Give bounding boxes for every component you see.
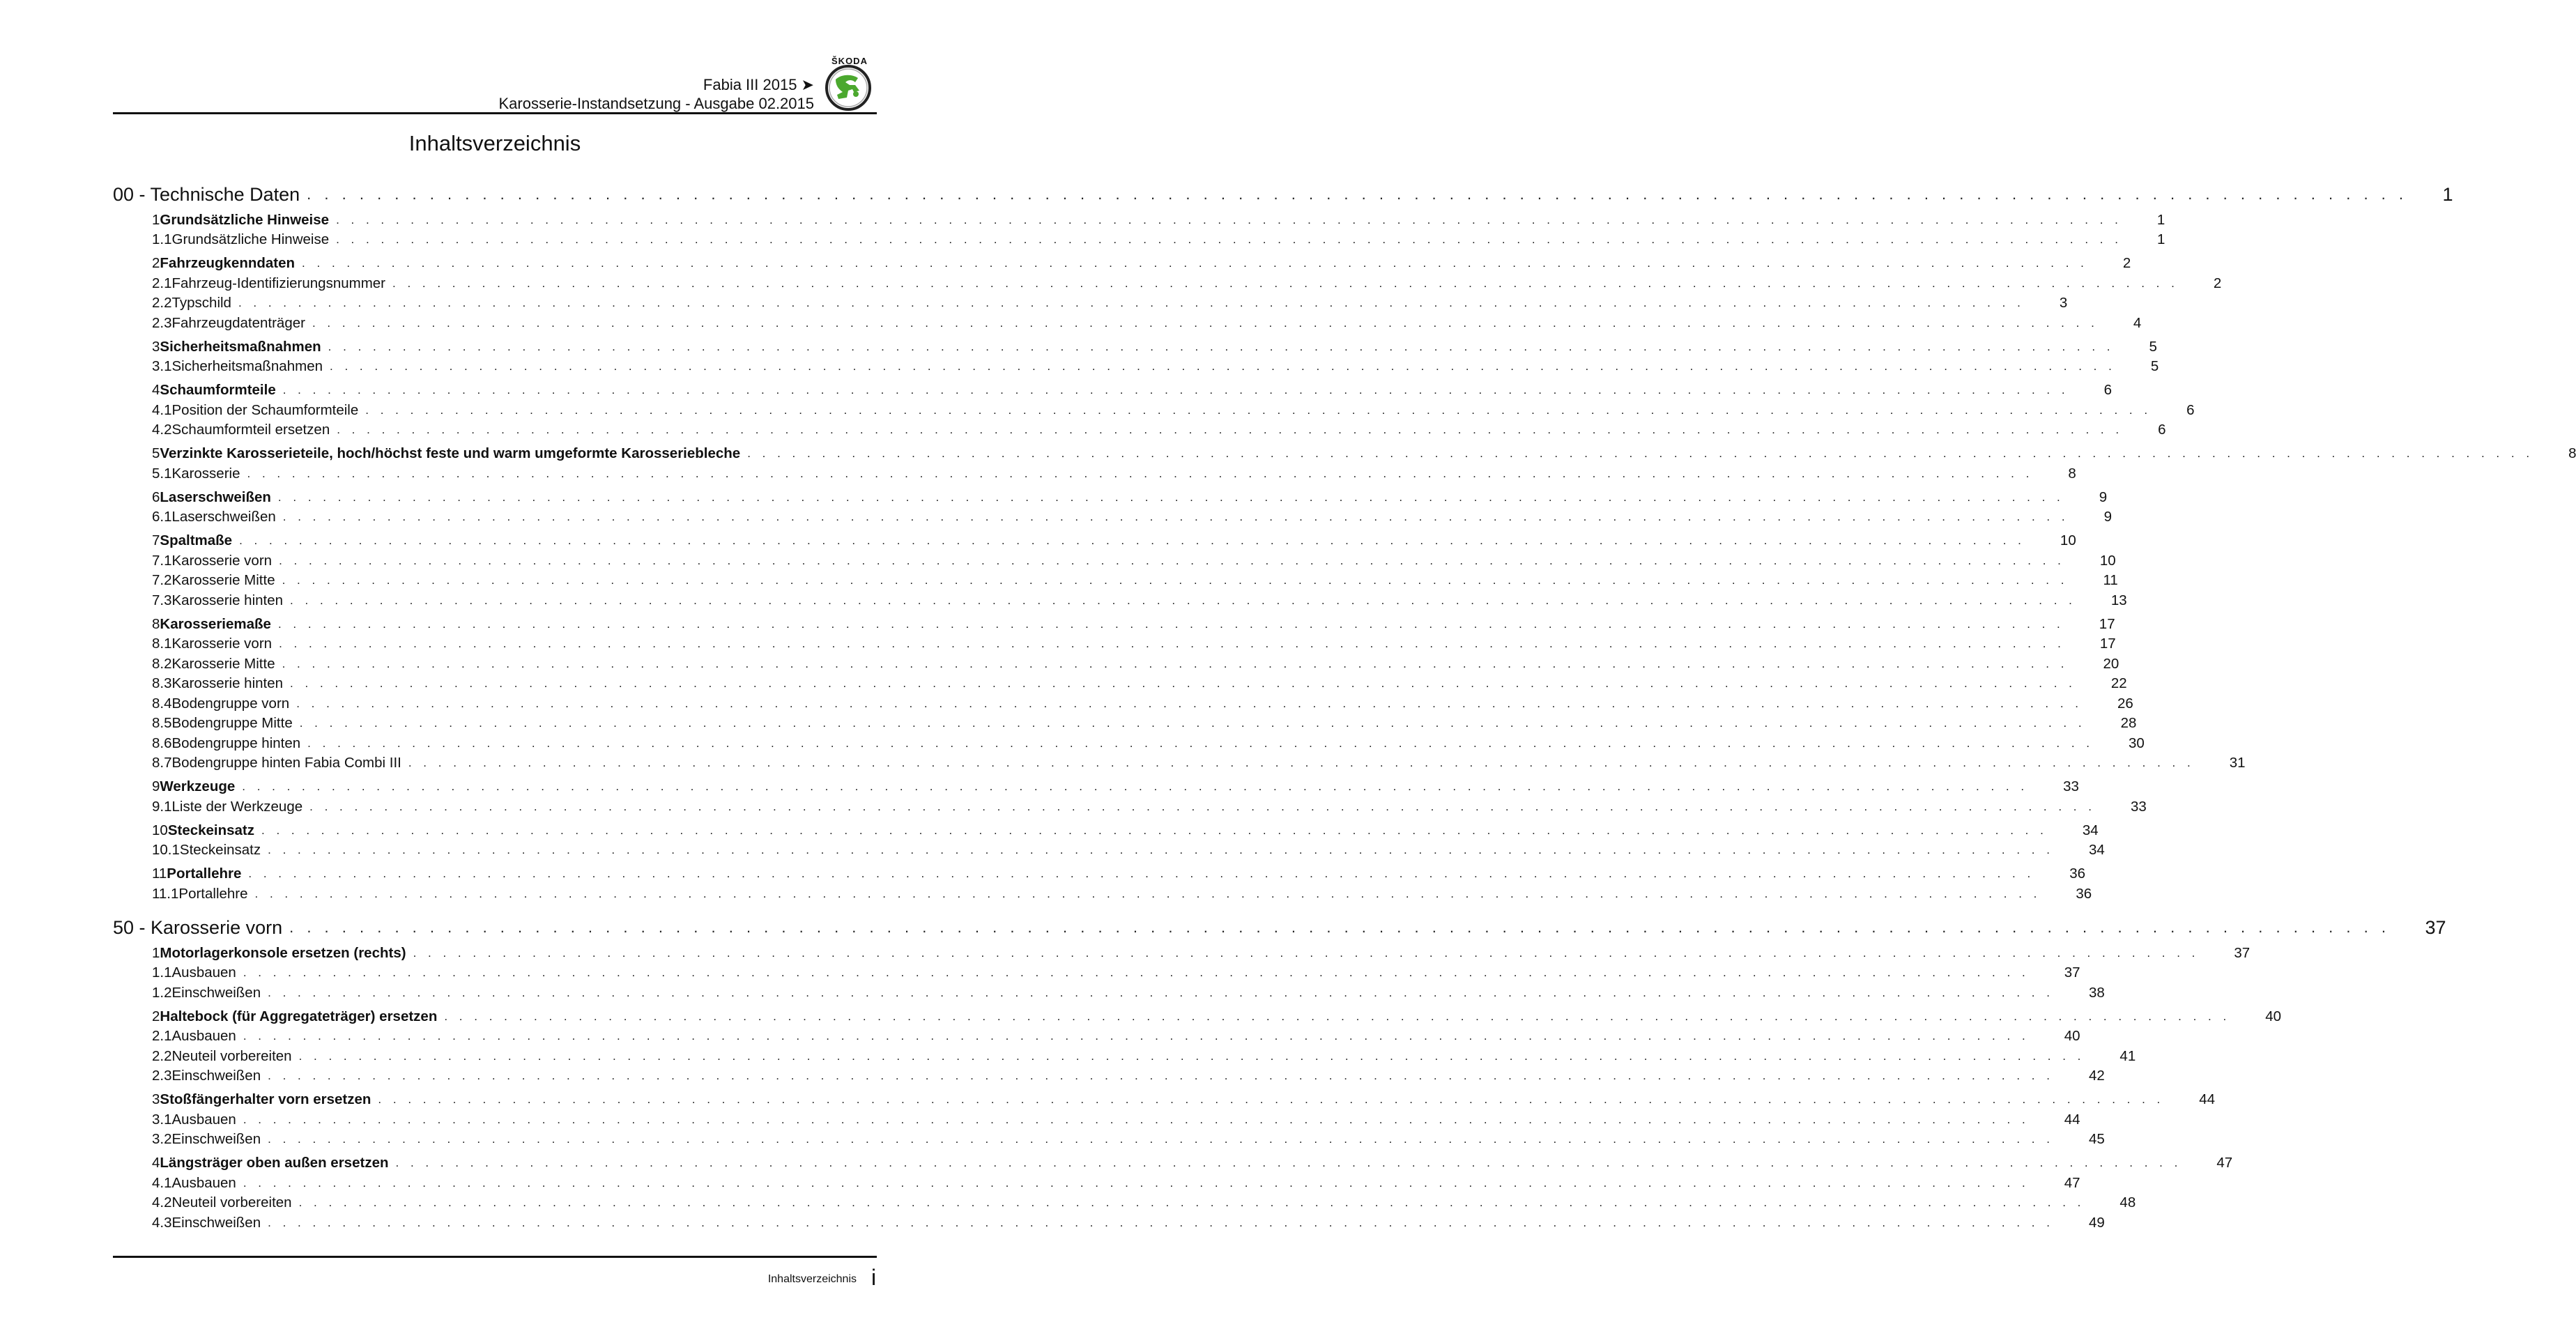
toc-subsection-entry[interactable] bbox=[113, 230, 2165, 250]
entry-title: Fahrzeug-Identifizierungsnummer bbox=[171, 275, 385, 291]
entry-page: 48 bbox=[2119, 1194, 2136, 1211]
dot-leader: . . . . . . . . . . . . . . . . . . . . . . . . . . . . . . . . . . . . . . . . . . . . . . . . . . . . . . . . . . . . . . . . . . . . . . . . . . . . . . . . . . . . . . . . . . . . . . . . . . . . . . . . . . . . . . . . . . . . . . . . bbox=[282, 510, 2069, 524]
chapter-page: 1 bbox=[2442, 183, 2453, 205]
entry-page: 22 bbox=[2110, 675, 2127, 692]
entry-page: 38 bbox=[2088, 984, 2105, 1001]
footer-divider bbox=[113, 1256, 877, 1258]
entry-page: 1 bbox=[2156, 211, 2165, 228]
dot-leader: . . . . . . . . . . . . . . . . . . . . . . . . . . . . . . . . . . . . . . . . . . . . . . . . . . . . . . . . . . . . . . . . . . . . . . . . . . . . . . . . . . . . . . . . . . . . . . . . . . . . . . . . . . . . . . . . . . . . . . . . bbox=[282, 383, 2069, 397]
toc-subsection-entry[interactable] bbox=[113, 591, 2127, 611]
toc-subsection-entry[interactable] bbox=[113, 1026, 2080, 1047]
entry-number: 4.3 bbox=[152, 1214, 172, 1231]
entry-title: Einschweißen bbox=[171, 984, 261, 1001]
entry-page: 44 bbox=[2199, 1091, 2216, 1108]
entry-number: 8.5 bbox=[152, 715, 172, 732]
entry-title: Karosserie vorn bbox=[171, 552, 273, 569]
toc-section-entry[interactable] bbox=[113, 777, 2079, 797]
toc-subsection-entry[interactable] bbox=[113, 1213, 2105, 1233]
entry-title: Werkzeuge bbox=[160, 778, 236, 795]
entry-title: Grundsätzliche Hinweise bbox=[160, 211, 330, 228]
entry-page: 49 bbox=[2088, 1214, 2105, 1231]
toc-section-entry[interactable] bbox=[113, 864, 2086, 884]
entry-title: Fahrzeugkenndaten bbox=[160, 255, 296, 272]
entry-number: 4.2 bbox=[152, 422, 172, 438]
toc-subsection-entry[interactable] bbox=[113, 571, 2118, 591]
dot-leader: . . . . . . . . . . . . . . . . . . . . . . . . . . . . . . . . . . . . . . . . . . . . . . . . . . . . . . . . . . . . . . . . . . . . . . . . . . . . . . . . . . . . . . . . . . . . . . . . . . . . . . . . . . . . . . . . . . . . . . . . bbox=[239, 534, 2025, 548]
entry-number: 3.1 bbox=[152, 1111, 172, 1128]
dot-leader: . . . . . . . . . . . . . . . . . . . . . . . . . . . . . . . . . . . . . . . . . . . . . . . . . . . . . . . . . . . . . . . . . . . . . . . . . . . . . . . . . . . . . . . . . . . . . . . . . . . . . . . . . . . . . . . . . . . . . . . . bbox=[408, 756, 2195, 770]
dot-leader: . . . . . . . . . . . . . . . . . . . . . . . . . . . . . . . . . . . . . . . . . . . . . . . . . . . . . . . . . . . . . . . . . . . . . . . . . . . . . . . . . . . . . . . . . . . . . . . . . . . . . . . . . . . . . . . . . . . . . . . . bbox=[247, 466, 2034, 480]
dot-leader: . . . . . . . . . . . . . . . . . . . . . . . . . . . . . . . . . . . . . . . . . . . . . . . . . . . . . . . . . . . . . . . . . . . . . . . . . . . . . . . . . . . . . . . . . . . . . . . . . . . . . . . . . . . . . . . . . . . . . . . . bbox=[290, 677, 2076, 691]
entry-page: 4 bbox=[2133, 314, 2142, 331]
entry-number: 4.1 bbox=[152, 1174, 172, 1191]
entry-page: 5 bbox=[2150, 358, 2159, 375]
dot-leader: . . . . . . . . . . . . . . . . . . . . . . . . . . . . . . . . . . . . . . . . . . . . . . . . . . . . . . . . . . . . . . . . . . . . . . . . . . . . . . . . . . . . . . . . . . . . . . . . . . . . . . . . . . . . . . . . . . . . . . . . bbox=[330, 360, 2116, 374]
dot-leader: . . . . . . . . . . . . . . . . . . . . . . . . . . . . . . . . . . . . . . . . . . . . . . . . . . . . . . . . . . . . . . . . . . . . . . . . . . . . . . . . . . . . . . . . . . . . . . . . . . . . . . . . . . . . . . . . . . . . . . . . bbox=[268, 1132, 2054, 1146]
entry-number: 2.3 bbox=[152, 1068, 172, 1084]
dot-leader: . . . . . . . . . . . . . . . . . . . . . . . . . . . . . . . . . . . . . . . . . . . . . . . . . . . . . . . . . . . . . . . . . . . . . . . . . . . . . . . . . . . . . . . . . . . . . . . . . . . . . . . . . . . . . . . . . . . . . . . . bbox=[395, 1156, 2182, 1170]
entry-page: 2 bbox=[2122, 255, 2131, 272]
entry-title: Position der Schaumformteile bbox=[171, 401, 359, 418]
entry-title: Bodengruppe hinten bbox=[171, 735, 301, 751]
entry-title: Spaltmaße bbox=[160, 532, 233, 549]
entry-page: 42 bbox=[2088, 1068, 2105, 1084]
dot-leader: . . . . . . . . . . . . . . . . . . . . . . . . . . . . . . . . . . . . . . . . . . . . . . . . . . . . . . . . . . . . . . . . . . . . . . . . . . . . . . . . . . . . . . . . . . . . . . . . . . . . . . . . . . . . . . . . . . . . . . . . bbox=[298, 1049, 2085, 1063]
entry-title: Portallehre bbox=[167, 866, 242, 882]
dot-leader: . . . . . . . . . . . . . . . . . . . . . . . . . . . . . . . . . . . . . . . . . . . . . . . . . . . . . . . . . . . . . . . . . . . . . . . . . . . . . . . . . . . . . . . . . . . . . . . . . . . . . . . . . . . . . . . . . . . . . . . . bbox=[268, 843, 2054, 857]
toc-subsection-entry[interactable] bbox=[113, 734, 2145, 754]
toc-subsection-entry[interactable] bbox=[113, 840, 2105, 861]
entry-number: 3 bbox=[152, 1091, 160, 1108]
entry-number: 5.1 bbox=[152, 465, 172, 482]
dot-leader: . . . . . . . . . . . . . . . . . . . . . . . . . . . . . . . . . . . . . . . . . . . . . . . . . . . . . . . . . . . . . . . . . . . . . . . . . . . . . . . . . . . . . . . . . . . . . . . . . . . . . . . . . . . . . . . . . . . . . . . . bbox=[302, 256, 2088, 270]
entry-title: Einschweißen bbox=[171, 1068, 261, 1084]
dot-leader: . . . . . . . . . . . . . . . . . . . . . . . . . . . . . . . . . . . . . . . . . . . . . . . . . . . . . . . . . . . . . . . . . . . . . . . . . . . . . . . . . . . . . . . . . . . . . . . . . . . . . . . . . . . . . . . . . . . . . . . . bbox=[298, 1196, 2085, 1210]
entry-title: Karosserie Mitte bbox=[171, 572, 275, 589]
entry-number: 2.3 bbox=[152, 314, 172, 331]
entry-page: 6 bbox=[2103, 382, 2112, 399]
chapter-title: 50 - Karosserie vorn bbox=[113, 916, 283, 938]
entry-page: 2 bbox=[2213, 275, 2222, 291]
entry-title: Karosseriemaße bbox=[160, 615, 271, 632]
entry-number: 6 bbox=[152, 489, 160, 505]
entry-page: 8 bbox=[2568, 445, 2576, 462]
entry-title: Karosserie bbox=[171, 465, 240, 482]
dot-leader: . . . . . . . . . . . . . . . . . . . . . . . . . . . . . . . . . . . . . . . . . . . . . . . . . . . . . . . . . . . . . . . . . . . . . . . . . . . . . . . . . . . . . . . . . . . . . . . . . . . . . . . . . . . . . . . . . . . . . . . . bbox=[282, 574, 2069, 587]
entry-number: 9.1 bbox=[152, 798, 172, 815]
brand-wordmark: ŠKODA bbox=[831, 56, 868, 66]
dot-leader: . . . . . . . . . . . . . . . . . . . . . . . . . . . . . . . . . . . . . . . . . . . . . . . . . . . . . . . . . . . . . . . . . . . . . . . . . . . . . . . . . . . . . . . . . . . . . . . . . . . . . . . . . . . . . . . . . . . . . . . . bbox=[243, 1176, 2030, 1190]
entry-number: 4.2 bbox=[152, 1194, 172, 1211]
dot-leader: . . . . . . . . . . . . . . . . . . . . . . . . . . . . . . . . . . . . . . . . . . . . . . . . . . . . . . . . . . . . . . . . . . . . . . . . . . . . . . . . . . . . . . . . . . . . . . . . . . . . . . . . . . . . . . . . . . . . . . . . bbox=[296, 696, 2083, 710]
toc-subsection-entry[interactable] bbox=[113, 753, 2246, 774]
dot-leader: . . . . . . . . . . . . . . . . . . . . . . . . . . . . . . . . . . . . . . . . . . . . . . . . . . . . . . . . . . . . . . . . . . . . . . . . . . . . . . . . . . . . . . . . . . . . . . . . . . . . . . . . . . . . . . . . . . . . . . . . bbox=[336, 213, 2122, 226]
dot-leader: . . . . . . . . . . . . . . . . . . . . . . . . . . . . . . . . . . . . . . . . . . . . . . . . . . . . . . . . . . . . . . . . . . . . . . . . . . . . . . . . . . . . . . . . . . . . . . . . . . . . . . . . . . . . . . . . . . . . . . . . bbox=[378, 1093, 2165, 1107]
toc-subsection-entry[interactable] bbox=[113, 314, 2142, 334]
header-model: Fabia III 2015 ➤ bbox=[703, 76, 814, 93]
entry-number: 2.1 bbox=[152, 1028, 172, 1045]
entry-number: 1.1 bbox=[152, 964, 172, 981]
toc-subsection-entry[interactable] bbox=[113, 274, 2222, 294]
entry-number: 3.1 bbox=[152, 358, 172, 375]
entry-title: Schaumformteil ersetzen bbox=[171, 422, 330, 438]
toc-section-entry[interactable] bbox=[113, 944, 2251, 964]
entry-number: 11 bbox=[152, 866, 167, 882]
dot-leader: . . . . . . . . . . . . . . . . . . . . . . . . . . . . . . . . . . . . . . . . . . . . . . . . . . . . . . . . . . . . . . . . . . . . . . . . . . . . . . . . . . . . . . . . . . . . . . . . . . . . . . . . . . . . . . . . . . . . . . . . bbox=[365, 403, 2152, 417]
dot-leader: . . . . . . . . . . . . . . . . . . . . . . . . . . . . . . . . . . . . . . . . . . . . . . . . . . . . . . . . . . . . . . . . . . . . . . . . . . . . . . . . . . . . . . . . . . . . . . . . . . . . . . . . . . . . . . . . . . . . . . . . bbox=[242, 780, 2029, 794]
entry-title: Steckeinsatz bbox=[179, 842, 261, 859]
entry-title: Karosserie vorn bbox=[171, 636, 273, 652]
toc-subsection-entry[interactable] bbox=[113, 464, 2076, 484]
dot-leader: . . . . . . . . . . . . . . . . . . . . . . . . . . . . . . . . . . . . . . . . . . . . . . . . . . . . . . . . . . . . . . . . . . . . . . . . . . . . . . . . . . . . . . . . . . . . . . . . . . . . . . . . . . . . . . . . . . . . . . . . bbox=[392, 276, 2179, 290]
toc-subsection-entry[interactable] bbox=[113, 674, 2127, 694]
entry-title: Karosserie hinten bbox=[171, 675, 284, 692]
chapter-title: 00 - Technische Daten bbox=[113, 183, 300, 205]
toc-section-entry[interactable] bbox=[113, 337, 2157, 357]
toc-section-entry[interactable] bbox=[113, 254, 2131, 274]
chapter-heading[interactable] bbox=[113, 183, 2453, 206]
entry-page: 13 bbox=[2110, 592, 2127, 608]
page-title: Inhaltsverzeichnis bbox=[408, 131, 581, 155]
entry-number: 8.6 bbox=[152, 735, 172, 751]
dot-leader: . . . . . . . . . . . . . . . . . . . . . . . . . . . . . . . . . . . . . . . . . . . . . . . . . . . . . . . . . . . . . . . . . . . . . . . . . . . . . . . . . . . . . . . . . . . . . . . . . . . . . . . . . . . . . . . . . . . . . . . . bbox=[254, 886, 2041, 900]
entry-number: 10 bbox=[152, 822, 168, 838]
entry-number: 5 bbox=[152, 445, 160, 462]
entry-page: 5 bbox=[2149, 338, 2157, 355]
entry-title: Verzinkte Karosserieteile, hoch/höchst feste und warm umgeformte Karosseriebleche bbox=[160, 445, 741, 462]
entry-page: 33 bbox=[2130, 798, 2147, 815]
entry-number: 2.1 bbox=[152, 275, 172, 291]
entry-title: Fahrzeugdatenträger bbox=[171, 314, 305, 331]
dot-leader: . . . . . . . . . . . . . . . . . . . . . . . . . . . . . . . . . . . . . . . . . . . . . . . . . . . . . . . . . . . . . . . . . . . . . . . . . . . . . . . . . . . . . . . . . . . . . . . . . . . . . . . . . . . . . . . . . . . . . . . . bbox=[268, 1215, 2054, 1229]
entry-page: 40 bbox=[2265, 1008, 2282, 1024]
entry-number: 2 bbox=[152, 1008, 160, 1024]
entry-number: 6.1 bbox=[152, 509, 172, 525]
entry-title: Bodengruppe vorn bbox=[171, 695, 290, 712]
entry-page: 10 bbox=[2099, 552, 2116, 569]
dot-leader: . . . . . . . . . . . . . . . . . . . . . . . . . . . . . . . . . . . . . . . . . . . . . . . . . . . . . . . . . . . . . . . . . . . . . . . . . . . . . . . . . . . . . . . . . . . . . . . . . . . . . . . . . . . . . . . . . . . . . . . . bbox=[282, 656, 2069, 670]
toc-subsection-entry[interactable] bbox=[113, 420, 2166, 440]
entry-number: 7.1 bbox=[152, 552, 172, 569]
entry-title: Stoßfängerhalter vorn ersetzen bbox=[160, 1091, 371, 1108]
dot-leader: . . . . . . . . . . . . . . . . . . . . . . . . . . . . . . . . . . . . . . . . . . . . . . . . . . . . . . . . . . . . . . . . . . . . . . . . . . . . . . . . . . . . . . . . . . . . . . . . . . . . . . . . . . . . . . . . . . . . . . . . bbox=[747, 447, 2534, 461]
entry-number: 8 bbox=[152, 615, 160, 632]
entry-number: 9 bbox=[152, 778, 160, 795]
header-manual-title: Karosserie-Instandsetzung - Ausgabe 02.2015 bbox=[498, 95, 814, 112]
entry-title: Grundsätzliche Hinweise bbox=[171, 231, 330, 248]
entry-number: 3.2 bbox=[152, 1131, 172, 1148]
entry-page: 6 bbox=[2186, 401, 2195, 418]
toc-subsection-entry[interactable] bbox=[113, 293, 2068, 314]
toc-section-entry[interactable] bbox=[113, 210, 2165, 231]
entry-number: 1 bbox=[152, 211, 160, 228]
dot-leader: . . . . . . . . . . . . . . . . . . . . . . . . . . . . . . . . . . . . . . . . . . . . . . . . . . . . . . . . . . . . . . . . . . . . . . . . . . . . . . . . . . . . . . . . . . . . . . . . . . . . . . . . . . . . . . . . . . . . . . . . bbox=[243, 1112, 2030, 1126]
entry-number: 4 bbox=[152, 1155, 160, 1171]
entry-title: Haltebock (für Aggregateträger) ersetzen bbox=[160, 1008, 438, 1024]
toc-subsection-entry[interactable] bbox=[113, 401, 2195, 421]
entry-page: 37 bbox=[2234, 944, 2251, 961]
entry-page: 44 bbox=[2064, 1111, 2080, 1128]
entry-number: 8.2 bbox=[152, 655, 172, 672]
entry-page: 47 bbox=[2216, 1155, 2233, 1171]
entry-page: 45 bbox=[2088, 1131, 2105, 1148]
entry-number: 8.4 bbox=[152, 695, 172, 712]
dot-leader: . . . . . . . . . . . . . . . . . . . . . . . . . . . . . . . . . . . . . . . . . . . . . . . . . . . . . . . . . . . . . . . . . . . . . . . . . . . . . . . . . . . . . . . . . . . . . . . . . . . . . . . . . . . . . . . . . . . . . . . . bbox=[277, 617, 2064, 631]
dot-leader: . . . . . . . . . . . . . . . . . . . . . . . . . . . . . . . . . . . . . . . . . . . . . . . . . . . . . . . . . . . . . . . . . . . . . . . . . . . . . . . . . . . . . . . . . . . . . . . . . . . . . . . . . . . . . . . . . . . . . . . . bbox=[307, 185, 2408, 203]
entry-page: 8 bbox=[2068, 465, 2076, 482]
entry-number: 2.2 bbox=[152, 295, 172, 312]
toc-section-entry[interactable] bbox=[113, 380, 2112, 401]
toc-subsection-entry[interactable] bbox=[113, 694, 2133, 714]
dot-leader: . . . . . . . . . . . . . . . . . . . . . . . . . . . . . . . . . . . . . . . . . . . . . . . . . . . . . . . . . . . . . . . . . . . . . . . . . . . . . . . . . . . . . . . . . . . . . . . . . . . . . . . . . . . . . . . . . . . . . . . . bbox=[243, 1029, 2030, 1043]
toc-subsection-entry[interactable] bbox=[113, 963, 2080, 983]
entry-page: 33 bbox=[2063, 778, 2079, 795]
dot-leader: . . . . . . . . . . . . . . . . . . . . . . . . . . . . . . . . . . . . . . . . . . . . . . . . . . . . . . . . . . . . . . . . . . . . . . . . . . . . . . . . . . . . . . . . . . . . . . . . . . . . . . . . . . . . . . . . . . . . . . . . bbox=[279, 637, 2065, 651]
toc-subsection-entry[interactable] bbox=[113, 797, 2147, 817]
entry-page: 34 bbox=[2082, 822, 2099, 838]
entry-title: Motorlagerkonsole ersetzen (rechts) bbox=[160, 944, 406, 961]
chapter-heading[interactable] bbox=[113, 916, 2446, 939]
entry-number: 7 bbox=[152, 532, 160, 549]
toc-section-entry[interactable] bbox=[113, 531, 2076, 551]
dot-leader: . . . . . . . . . . . . . . . . . . . . . . . . . . . . . . . . . . . . . . . . . . . . . . . . . . . . . . . . . . . . . . . . . . . . . . . . . . . . . . . . . . . . . . . . . . . . . . . . . . . . . . . . . . . . . . . . . . . . . . . . bbox=[268, 1069, 2054, 1083]
footer-label: Inhaltsverzeichnis bbox=[767, 1273, 857, 1285]
dot-leader: . . . . . . . . . . . . . . . . . . . . . . . . . . . . . . . . . . . . . . . . . . . . . . . . . . . . . . . . . . . . . . . . . . . . . . . . . . . . . . . . . . . . . . . . . . . . . . . . . . . . . . . . . . . . . . . . . . . . . . . . bbox=[289, 918, 2391, 936]
header-divider bbox=[113, 112, 877, 114]
toc-subsection-entry[interactable] bbox=[113, 1193, 2136, 1213]
entry-title: Ausbauen bbox=[171, 1174, 236, 1191]
entry-number: 10.1 bbox=[152, 842, 180, 859]
entry-page: 20 bbox=[2103, 655, 2119, 672]
dot-leader: . . . . . . . . . . . . . . . . . . . . . . . . . . . . . . . . . . . . . . . . . . . . . . . . . . . . . . . . . . . . . . . . . . . . . . . . . . . . . . . . . . . . . . . . . . . . . . . . . . . . . . . . . . . . . . . . . . . . . . . . bbox=[268, 985, 2054, 999]
toc-subsection-entry[interactable] bbox=[113, 714, 2137, 734]
entry-title: Einschweißen bbox=[171, 1214, 261, 1231]
entry-page: 36 bbox=[2076, 885, 2092, 902]
entry-page: 34 bbox=[2088, 842, 2105, 859]
toc-subsection-entry[interactable] bbox=[113, 1066, 2105, 1086]
entry-title: Karosserie hinten bbox=[171, 592, 284, 608]
entry-title: Neuteil vorbereiten bbox=[171, 1047, 292, 1064]
entry-number: 4.1 bbox=[152, 401, 172, 418]
dot-leader: . . . . . . . . . . . . . . . . . . . . . . . . . . . . . . . . . . . . . . . . . . . . . . . . . . . . . . . . . . . . . . . . . . . . . . . . . . . . . . . . . . . . . . . . . . . . . . . . . . . . . . . . . . . . . . . . . . . . . . . . bbox=[290, 593, 2076, 607]
toc-subsection-entry[interactable] bbox=[113, 551, 2116, 571]
entry-number: 8.1 bbox=[152, 636, 172, 652]
chapter-page: 37 bbox=[2425, 916, 2446, 938]
entry-number: 1.2 bbox=[152, 984, 172, 1001]
dot-leader: . . . . . . . . . . . . . . . . . . . . . . . . . . . . . . . . . . . . . . . . . . . . . . . . . . . . . . . . . . . . . . . . . . . . . . . . . . . . . . . . . . . . . . . . . . . . . . . . . . . . . . . . . . . . . . . . . . . . . . . . bbox=[337, 423, 2124, 437]
toc-subsection-entry[interactable] bbox=[113, 1130, 2105, 1150]
entry-title: Liste der Werkzeuge bbox=[171, 798, 303, 815]
entry-title: Bodengruppe hinten Fabia Combi III bbox=[171, 755, 401, 771]
entry-number: 8.3 bbox=[152, 675, 172, 692]
entry-page: 30 bbox=[2129, 735, 2145, 751]
entry-number: 7.2 bbox=[152, 572, 172, 589]
entry-title: Einschweißen bbox=[171, 1131, 261, 1148]
toc-subsection-entry[interactable] bbox=[113, 654, 2119, 675]
entry-number: 4 bbox=[152, 382, 160, 399]
entry-title: Sicherheitsmaßnahmen bbox=[160, 338, 321, 355]
dot-leader: . . . . . . . . . . . . . . . . . . . . . . . . . . . . . . . . . . . . . . . . . . . . . . . . . . . . . . . . . . . . . . . . . . . . . . . . . . . . . . . . . . . . . . . . . . . . . . . . . . . . . . . . . . . . . . . . . . . . . . . . bbox=[248, 867, 2035, 881]
dot-leader: . . . . . . . . . . . . . . . . . . . . . . . . . . . . . . . . . . . . . . . . . . . . . . . . . . . . . . . . . . . . . . . . . . . . . . . . . . . . . . . . . . . . . . . . . . . . . . . . . . . . . . . . . . . . . . . . . . . . . . . . bbox=[299, 716, 2086, 730]
entry-page: 47 bbox=[2064, 1174, 2080, 1191]
entry-page: 17 bbox=[2099, 615, 2115, 632]
entry-title: Längsträger oben außen ersetzen bbox=[160, 1155, 389, 1171]
entry-number: 11.1 bbox=[152, 885, 179, 902]
toc-subsection-entry[interactable] bbox=[113, 1047, 2136, 1067]
entry-title: Ausbauen bbox=[171, 1028, 236, 1045]
entry-title: Bodengruppe Mitte bbox=[171, 715, 293, 732]
entry-title: Laserschweißen bbox=[160, 489, 271, 505]
footer-page-number: i bbox=[871, 1265, 877, 1290]
toc-section-entry[interactable] bbox=[113, 615, 2115, 635]
entry-title: Portallehre bbox=[178, 885, 248, 902]
toc-subsection-entry[interactable] bbox=[113, 634, 2116, 654]
entry-page: 28 bbox=[2120, 715, 2137, 732]
entry-title: Sicherheitsmaßnahmen bbox=[171, 358, 323, 375]
entry-number: 1 bbox=[152, 944, 160, 961]
entry-page: 40 bbox=[2064, 1028, 2080, 1045]
dot-leader: . . . . . . . . . . . . . . . . . . . . . . . . . . . . . . . . . . . . . . . . . . . . . . . . . . . . . . . . . . . . . . . . . . . . . . . . . . . . . . . . . . . . . . . . . . . . . . . . . . . . . . . . . . . . . . . . . . . . . . . . bbox=[238, 296, 2025, 310]
toc-section-entry[interactable] bbox=[113, 1153, 2233, 1174]
entry-page: 3 bbox=[2059, 295, 2068, 312]
entry-page: 9 bbox=[2099, 489, 2108, 505]
toc-subsection-entry[interactable] bbox=[113, 1174, 2080, 1194]
toc-subsection-entry[interactable] bbox=[113, 507, 2113, 528]
dot-leader: . . . . . . . . . . . . . . . . . . . . . . . . . . . . . . . . . . . . . . . . . . . . . . . . . . . . . . . . . . . . . . . . . . . . . . . . . . . . . . . . . . . . . . . . . . . . . . . . . . . . . . . . . . . . . . . . . . . . . . . . bbox=[243, 966, 2030, 980]
entry-number: 7.3 bbox=[152, 592, 172, 608]
dot-leader: . . . . . . . . . . . . . . . . . . . . . . . . . . . . . . . . . . . . . . . . . . . . . . . . . . . . . . . . . . . . . . . . . . . . . . . . . . . . . . . . . . . . . . . . . . . . . . . . . . . . . . . . . . . . . . . . . . . . . . . . bbox=[279, 553, 2065, 567]
dot-leader: . . . . . . . . . . . . . . . . . . . . . . . . . . . . . . . . . . . . . . . . . . . . . . . . . . . . . . . . . . . . . . . . . . . . . . . . . . . . . . . . . . . . . . . . . . . . . . . . . . . . . . . . . . . . . . . . . . . . . . . . bbox=[312, 316, 2099, 330]
toc-section-entry[interactable] bbox=[113, 821, 2099, 841]
entry-title: Laserschweißen bbox=[171, 509, 276, 525]
toc-section-entry[interactable] bbox=[113, 1090, 2216, 1110]
entry-number: 2.2 bbox=[152, 1047, 172, 1064]
dot-leader: . . . . . . . . . . . . . . . . . . . . . . . . . . . . . . . . . . . . . . . . . . . . . . . . . . . . . . . . . . . . . . . . . . . . . . . . . . . . . . . . . . . . . . . . . . . . . . . . . . . . . . . . . . . . . . . . . . . . . . . . bbox=[444, 1009, 2231, 1023]
entry-page: 6 bbox=[2158, 422, 2166, 438]
entry-page: 17 bbox=[2099, 636, 2116, 652]
dot-leader: . . . . . . . . . . . . . . . . . . . . . . . . . . . . . . . . . . . . . . . . . . . . . . . . . . . . . . . . . . . . . . . . . . . . . . . . . . . . . . . . . . . . . . . . . . . . . . . . . . . . . . . . . . . . . . . . . . . . . . . . bbox=[336, 233, 2122, 247]
dot-leader: . . . . . . . . . . . . . . . . . . . . . . . . . . . . . . . . . . . . . . . . . . . . . . . . . . . . . . . . . . . . . . . . . . . . . . . . . . . . . . . . . . . . . . . . . . . . . . . . . . . . . . . . . . . . . . . . . . . . . . . . bbox=[328, 339, 2115, 353]
entry-number: 3 bbox=[152, 338, 160, 355]
skoda-logo-icon bbox=[825, 64, 872, 112]
entry-page: 31 bbox=[2229, 755, 2246, 771]
entry-page: 36 bbox=[2069, 866, 2086, 882]
entry-number: 2 bbox=[152, 255, 160, 272]
dot-leader: . . . . . . . . . . . . . . . . . . . . . . . . . . . . . . . . . . . . . . . . . . . . . . . . . . . . . . . . . . . . . . . . . . . . . . . . . . . . . . . . . . . . . . . . . . . . . . . . . . . . . . . . . . . . . . . . . . . . . . . . bbox=[261, 823, 2048, 837]
toc-subsection-entry[interactable] bbox=[113, 357, 2159, 377]
toc-subsection-entry[interactable] bbox=[113, 884, 2092, 905]
entry-title: Steckeinsatz bbox=[167, 822, 255, 838]
toc-section-entry[interactable] bbox=[113, 488, 2108, 508]
dot-leader: . . . . . . . . . . . . . . . . . . . . . . . . . . . . . . . . . . . . . . . . . . . . . . . . . . . . . . . . . . . . . . . . . . . . . . . . . . . . . . . . . . . . . . . . . . . . . . . . . . . . . . . . . . . . . . . . . . . . . . . . bbox=[307, 736, 2094, 750]
dot-leader: . . . . . . . . . . . . . . . . . . . . . . . . . . . . . . . . . . . . . . . . . . . . . . . . . . . . . . . . . . . . . . . . . . . . . . . . . . . . . . . . . . . . . . . . . . . . . . . . . . . . . . . . . . . . . . . . . . . . . . . . bbox=[309, 799, 2096, 813]
toc-section-entry[interactable] bbox=[113, 444, 2576, 464]
entry-title: Ausbauen bbox=[171, 1111, 236, 1128]
entry-page: 26 bbox=[2117, 695, 2133, 712]
dot-leader: . . . . . . . . . . . . . . . . . . . . . . . . . . . . . . . . . . . . . . . . . . . . . . . . . . . . . . . . . . . . . . . . . . . . . . . . . . . . . . . . . . . . . . . . . . . . . . . . . . . . . . . . . . . . . . . . . . . . . . . . bbox=[277, 490, 2064, 504]
entry-number: 1.1 bbox=[152, 231, 172, 248]
entry-page: 1 bbox=[2156, 231, 2165, 248]
entry-number: 8.7 bbox=[152, 755, 172, 771]
table-of-contents bbox=[113, 183, 2576, 1233]
entry-page: 11 bbox=[2103, 572, 2118, 589]
toc-section-entry[interactable] bbox=[113, 1007, 2282, 1027]
entry-page: 37 bbox=[2064, 964, 2080, 981]
toc-subsection-entry[interactable] bbox=[113, 1110, 2080, 1130]
entry-title: Schaumformteile bbox=[160, 382, 276, 399]
entry-page: 10 bbox=[2060, 532, 2076, 549]
dot-leader: . . . . . . . . . . . . . . . . . . . . . . . . . . . . . . . . . . . . . . . . . . . . . . . . . . . . . . . . . . . . . . . . . . . . . . . . . . . . . . . . . . . . . . . . . . . . . . . . . . . . . . . . . . . . . . . . . . . . . . . . bbox=[413, 946, 2200, 960]
entry-title: Typschild bbox=[171, 295, 231, 312]
entry-title: Neuteil vorbereiten bbox=[171, 1194, 292, 1211]
toc-subsection-entry[interactable] bbox=[113, 983, 2105, 1004]
entry-page: 41 bbox=[2119, 1047, 2136, 1064]
entry-title: Ausbauen bbox=[171, 964, 236, 981]
entry-title: Karosserie Mitte bbox=[171, 655, 275, 672]
entry-page: 9 bbox=[2103, 509, 2113, 525]
